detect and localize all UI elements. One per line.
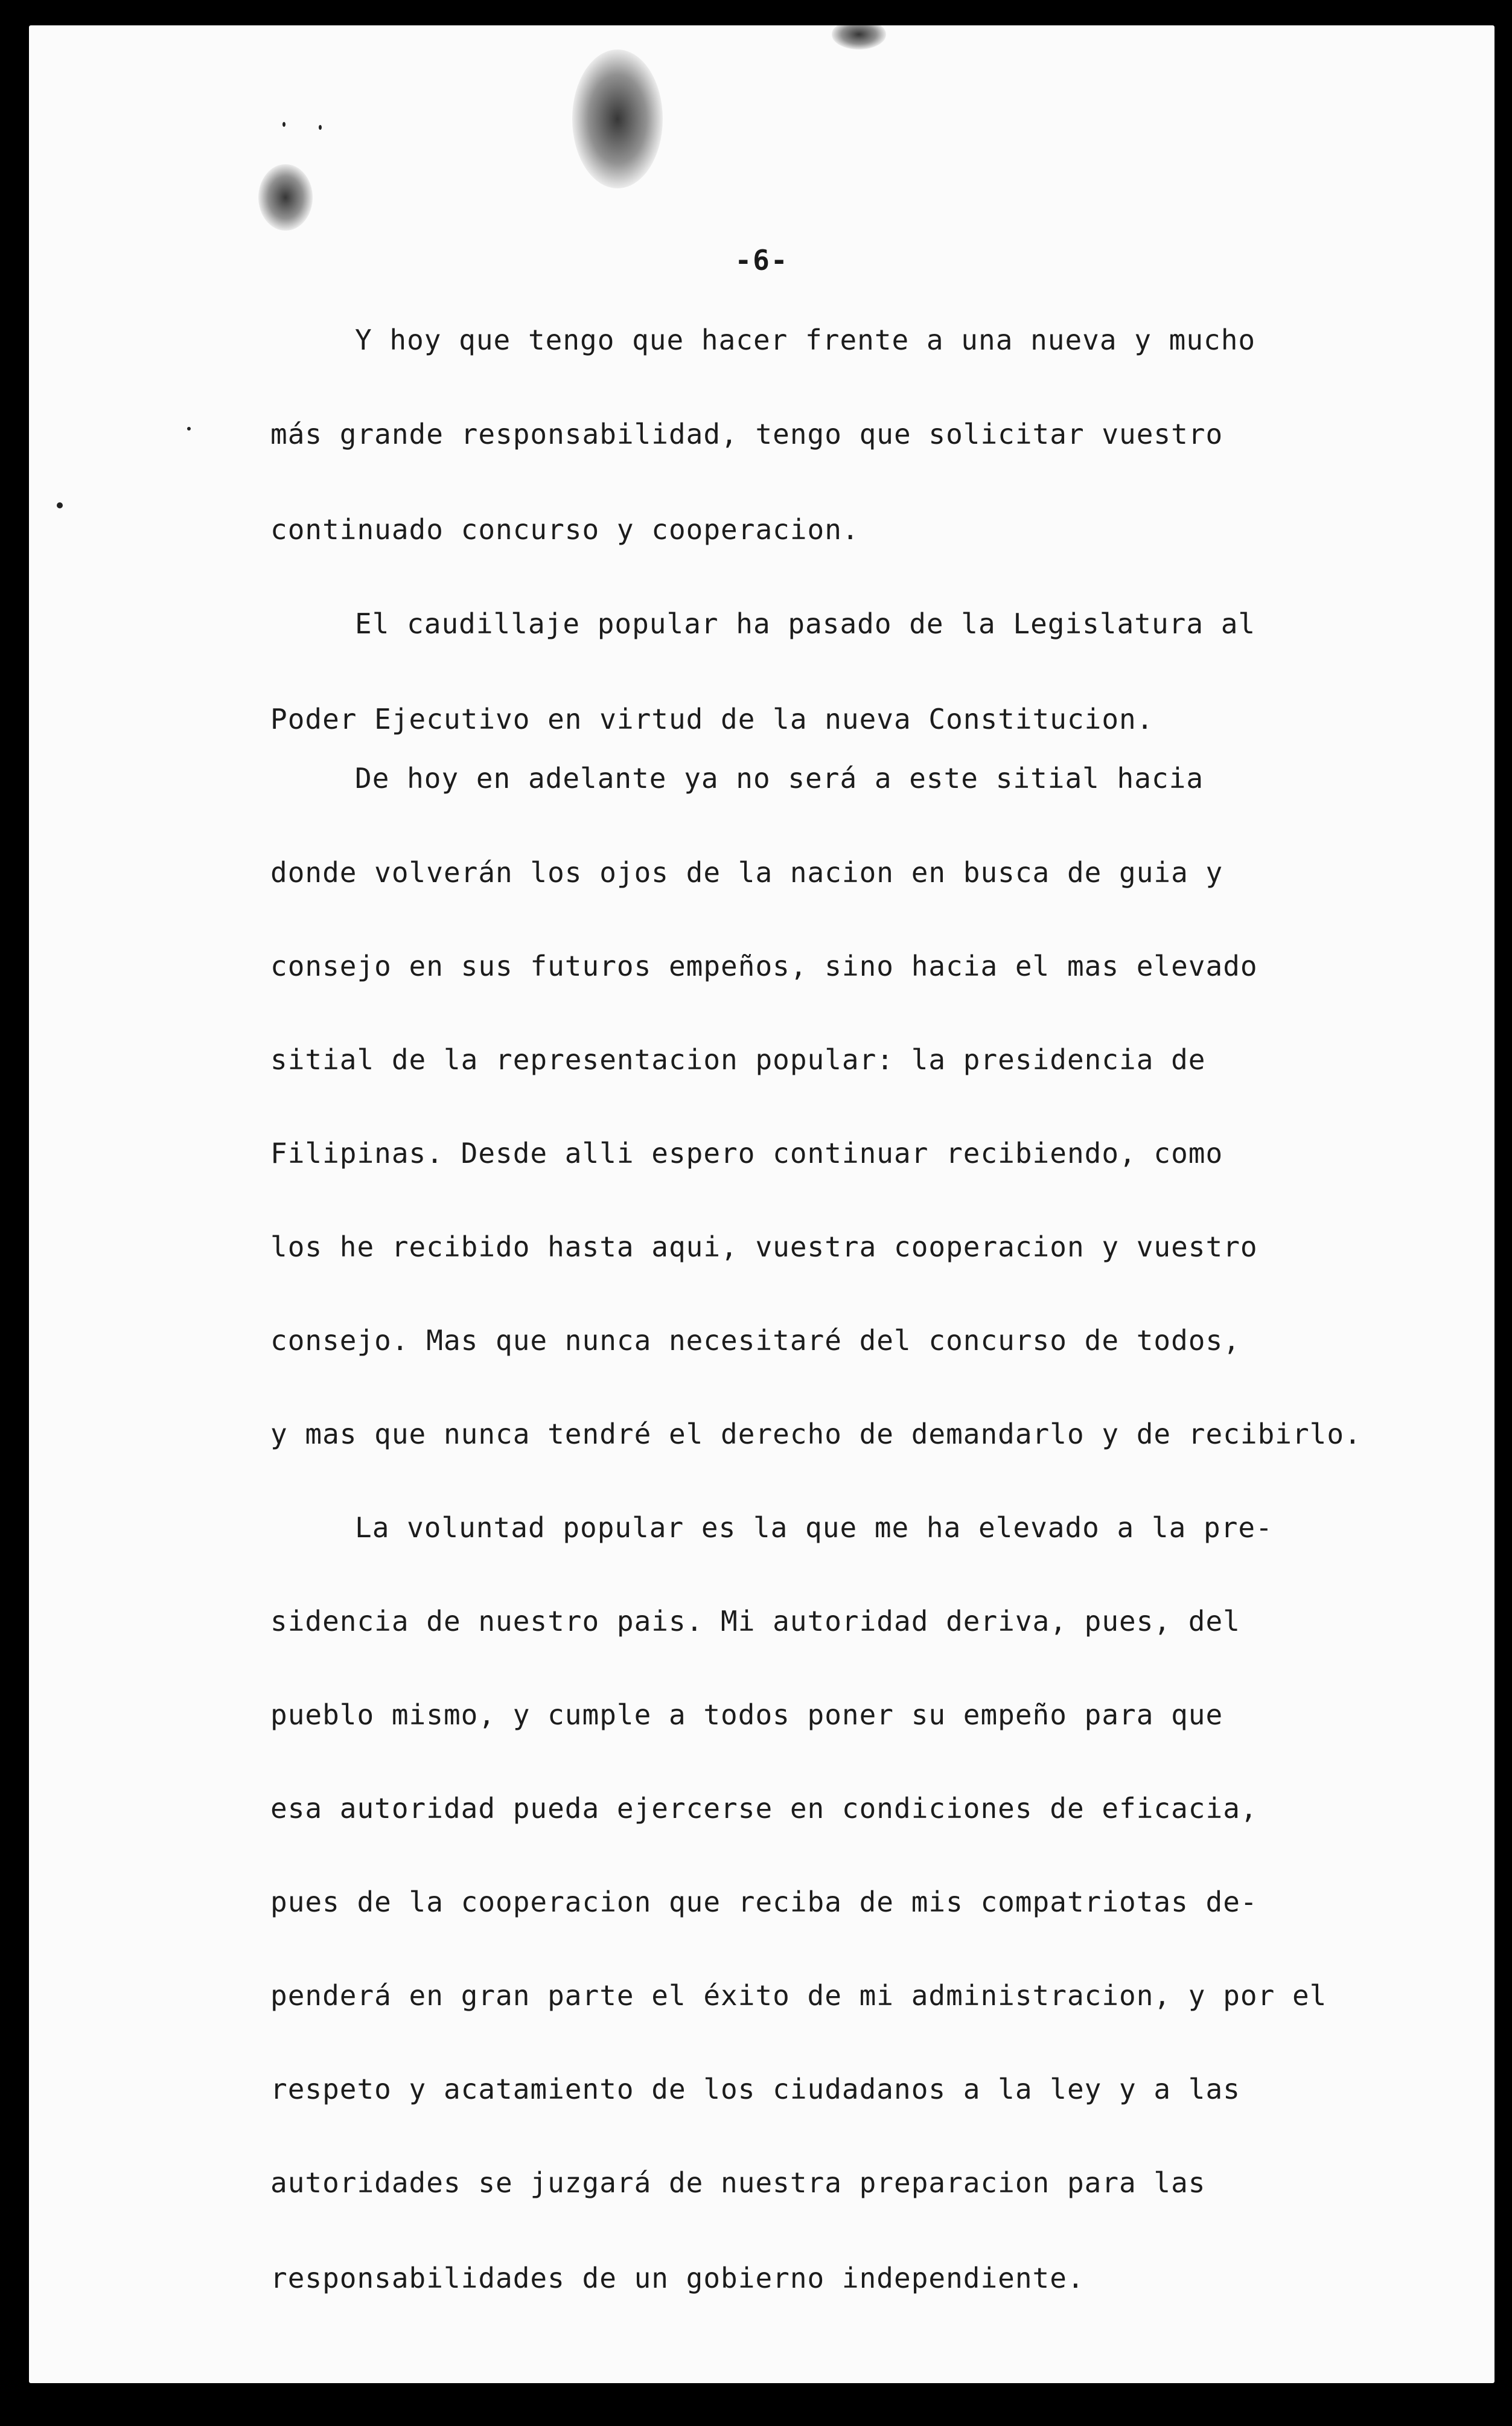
text-line: Poder Ejecutivo en virtud de la nueva Constitucion. <box>270 703 1154 735</box>
text-line: responsabilidades de un gobierno independiente. <box>270 2262 1085 2294</box>
text-line: pues de la cooperacion que reciba de mis compatriotas de- <box>270 1886 1258 1918</box>
text-line: sidencia de nuestro pais. Mi autoridad deriva, pues, del <box>270 1605 1240 1637</box>
text-line: sitial de la representacion popular: la presidencia de <box>270 1043 1206 1076</box>
text-line: consejo. Mas que nunca necesitaré del concurso de todos, <box>270 1324 1240 1357</box>
text-line: De hoy en adelante ya no será a este sitial hacia <box>355 762 1204 795</box>
text-line: penderá en gran parte el éxito de mi administracion, y por el <box>270 1979 1327 2012</box>
text-line: Y hoy que tengo que hacer frente a una nueva y mucho <box>355 324 1256 356</box>
text-line: donde volverán los ojos de la nacion en busca de guia y <box>270 856 1223 889</box>
text-line: El caudillaje popular ha pasado de la Legislatura al <box>355 607 1256 640</box>
text-line: los he recibido hasta aqui, vuestra cooperacion y vuestro <box>270 1231 1258 1263</box>
document-page <box>29 25 1494 2383</box>
text-line: respeto y acatamiento de los ciudadanos a la ley y a las <box>270 2073 1240 2105</box>
text-line: continuado concurso y cooperacion. <box>270 513 860 546</box>
text-line: Filipinas. Desde alli espero continuar recibiendo, como <box>270 1137 1223 1170</box>
text-line: más grande responsabilidad, tengo que solicitar vuestro <box>270 418 1223 450</box>
text-line: La voluntad popular es la que me ha elevado a la pre- <box>355 1511 1273 1544</box>
text-line: y mas que nunca tendré el derecho de demandarlo y de recibirlo. <box>270 1418 1362 1450</box>
text-line: autoridades se juzgará de nuestra preparacion para las <box>270 2166 1206 2199</box>
text-line: consejo en sus futuros empeños, sino hacia el mas elevado <box>270 950 1258 982</box>
text-line: pueblo mismo, y cumple a todos poner su empeño para que <box>270 1698 1223 1731</box>
text-line: esa autoridad pueda ejercerse en condiciones de eficacia, <box>270 1792 1258 1825</box>
page-number: -6- <box>735 244 789 277</box>
body-text <box>29 25 1494 2383</box>
